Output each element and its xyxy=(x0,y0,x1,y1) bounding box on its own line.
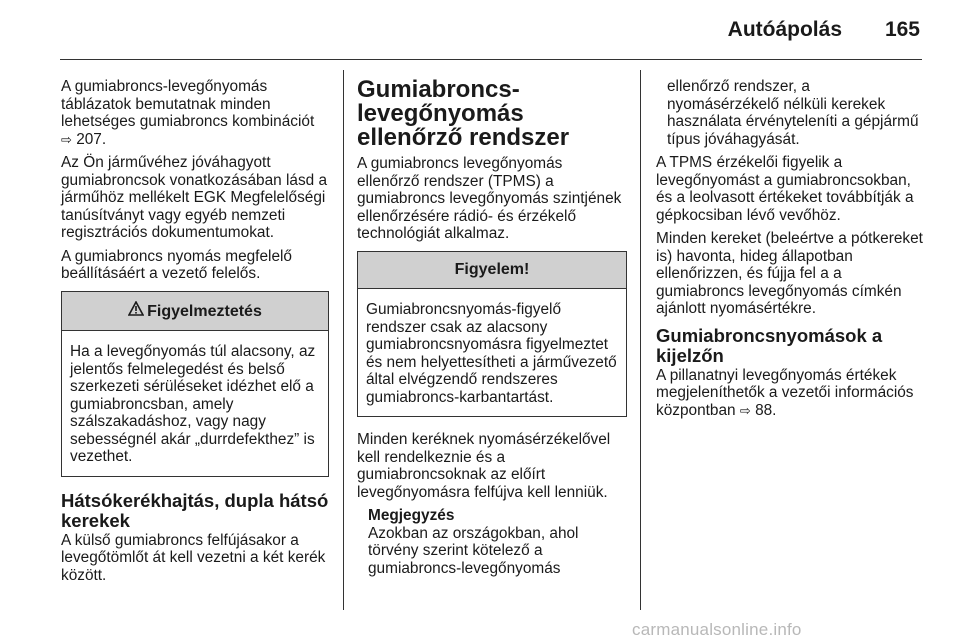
column-left xyxy=(61,78,329,590)
paragraph: Minden keréknek nyomásérzékelővel kell rendelkeznie és a gumiabroncsoknak az előírt levegőnyomásra felfújva kell lenniük. xyxy=(357,431,611,501)
page-ref-icon: ⇨ xyxy=(739,402,751,418)
watermark: carmanualsonline.info xyxy=(632,620,802,639)
page-number: 165 xyxy=(884,18,920,41)
page-header xyxy=(0,0,960,60)
paragraph: Az Ön járművéhez jóváhagyott gumiabroncsok vonatkozásában lásd a járműhöz mellékelt EGK Megfelelőségi tanúsítványt vagy egyéb nemzeti regisztrációs dokumentumokat. xyxy=(61,154,328,241)
warning-body: Ha a levegőnyomás túl alacsony, az jelentős felmelegedést és belső szerkezeti sérüléseket idézhet elő a gumiabroncsban, amely szálszakadáshoz, vagy nagy sebességnél akár „durrdefekthez” is vezethet. xyxy=(70,343,316,465)
section-title: Autóápolás xyxy=(727,18,842,41)
section-heading: Gumiabroncs-levegőnyomás ellenőrző rendszer xyxy=(357,76,570,151)
column-right xyxy=(656,78,926,425)
page-ref[interactable]: 88. xyxy=(755,401,777,419)
paragraph: A gumiabroncs-levegőnyomás táblázatok bemutatnak minden lehetséges gumiabroncs kombinációt ⇨ 207. xyxy=(61,78,315,148)
header-rule xyxy=(60,59,922,60)
paragraph: A gumiabroncs levegőnyomás ellenőrző rendszer (TPMS) a gumiabroncs levegőnyomás szintjének ellenőrzésére rádió- és érzékelő technológiát alkalmaz. xyxy=(357,155,622,242)
page-ref-icon: ⇨ xyxy=(61,131,72,147)
warning-header xyxy=(62,292,328,332)
note xyxy=(357,507,627,577)
paragraph: A pillanatnyi levegőnyomás értékek megjeleníthetők a vezetői információs központban ⇨ 88. xyxy=(656,366,914,419)
caution-body: Gumiabroncsnyomás-figyelő rendszer csak az alacsony gumiabroncsnyomásra figyelmeztet és nem helyettesítheti a járművezető által elvégzendő rendszeres gumiabroncs-karbantartást. xyxy=(366,301,617,406)
note-label: Megjegyzés xyxy=(368,507,455,524)
column-divider xyxy=(343,70,344,610)
paragraph: A gumiabroncs nyomás megfelelő beállításáért a vezető felelős. xyxy=(61,247,292,282)
warning-title: Figyelmeztetés xyxy=(147,302,262,320)
warning-triangle-icon xyxy=(128,301,144,321)
paragraph: A külső gumiabroncs felfújásakor a levegőtömlőt át kell vezetni a két kerék között. xyxy=(61,531,326,584)
paragraph: Minden kereket (beleértve a pótkereket is) havonta, hideg állapotban ellenőrizzen, és fújja fel a a gumiabroncs levegőnyomás címkén ajánlott nyomásértékre. xyxy=(656,230,923,317)
column-middle xyxy=(357,78,627,577)
caution-box xyxy=(357,251,627,418)
subheading: Gumiabroncsnyomások a kijelzőn xyxy=(656,324,883,366)
note-continued: ellenőrző rendszer, a nyomásérzékelő nélküli kerekek használata érvényteleníti a gépjármű típus jóváhagyását. xyxy=(667,78,919,148)
note-body: Azokban az országokban, ahol törvény szerint kötelező a gumiabroncs-levegőnyomás xyxy=(368,524,579,577)
page-ref[interactable]: 207. xyxy=(76,130,107,148)
paragraph: A TPMS érzékelői figyelik a levegőnyomást a gumiabroncsokban, és a leolvasott értékeket továbbítják a gépkocsiban lévő vevőhöz. xyxy=(656,154,914,224)
warning-box xyxy=(61,291,329,477)
column-divider xyxy=(640,70,641,610)
subheading: Hátsókerékhajtás, dupla hátsó kerekek xyxy=(61,489,329,531)
caution-title: Figyelem! xyxy=(358,252,626,290)
